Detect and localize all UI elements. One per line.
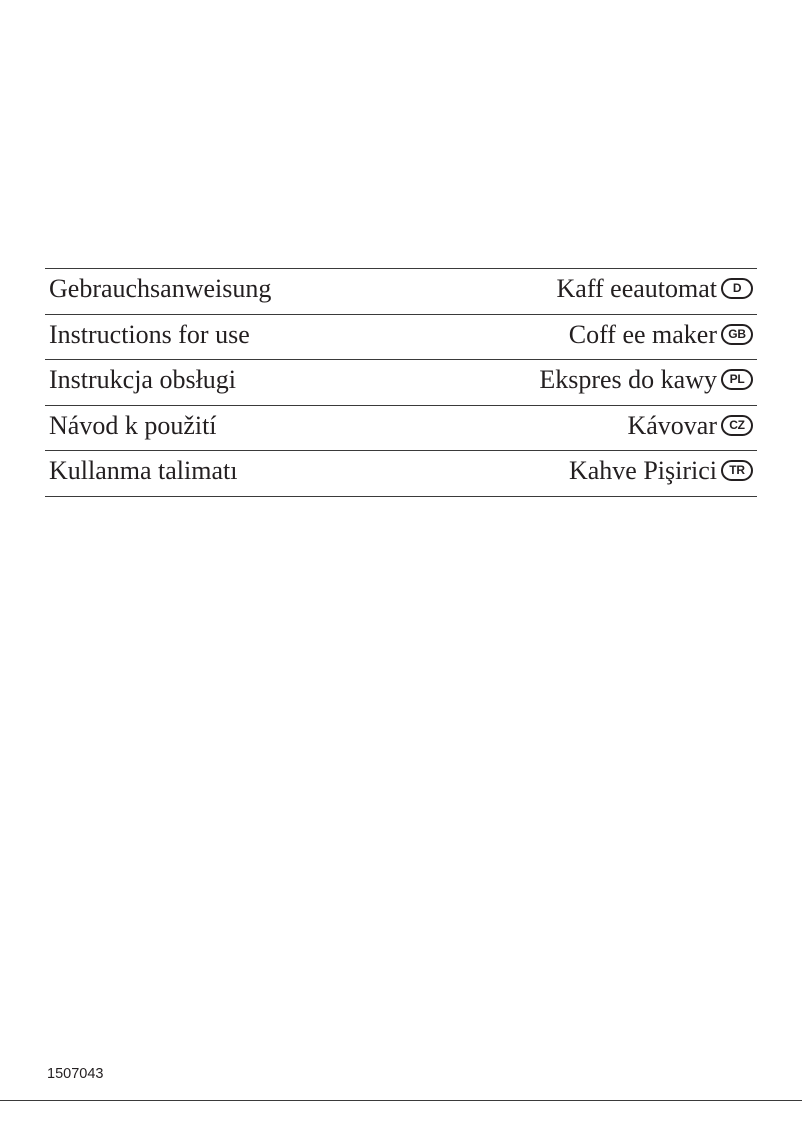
product-name-pl: Ekspres do kawy (539, 365, 717, 394)
language-table (45, 268, 757, 497)
instructions-title-tr: Kullanma talimatı (49, 456, 238, 485)
language-row-de (45, 269, 757, 315)
product-name-cz: Kávovar (627, 410, 717, 440)
country-code-badge-pl: PL (721, 369, 753, 390)
country-code-badge-tr: TR (721, 460, 753, 481)
instructions-title-gb: Instructions for use (49, 319, 250, 349)
instructions-title-cz: Návod k použití (49, 410, 217, 440)
product-name-tr: Kahve Pişirici (568, 456, 717, 485)
product-name-de: Kaff eeautomat (556, 274, 717, 303)
country-code-badge-de: D (721, 278, 753, 299)
language-row-gb (45, 315, 757, 361)
product-name-gb: Coff ee maker (568, 319, 717, 349)
instructions-title-de: Gebrauchsanweisung (49, 274, 272, 303)
bottom-divider (0, 1100, 802, 1101)
document-number: 1507043 (47, 1066, 104, 1082)
language-row-pl (45, 360, 757, 406)
country-code-badge-gb: GB (721, 324, 753, 345)
instructions-title-pl: Instrukcja obsługi (49, 365, 237, 394)
language-row-tr (45, 451, 757, 497)
country-code-badge-cz: CZ (721, 415, 753, 436)
language-row-cz (45, 406, 757, 452)
